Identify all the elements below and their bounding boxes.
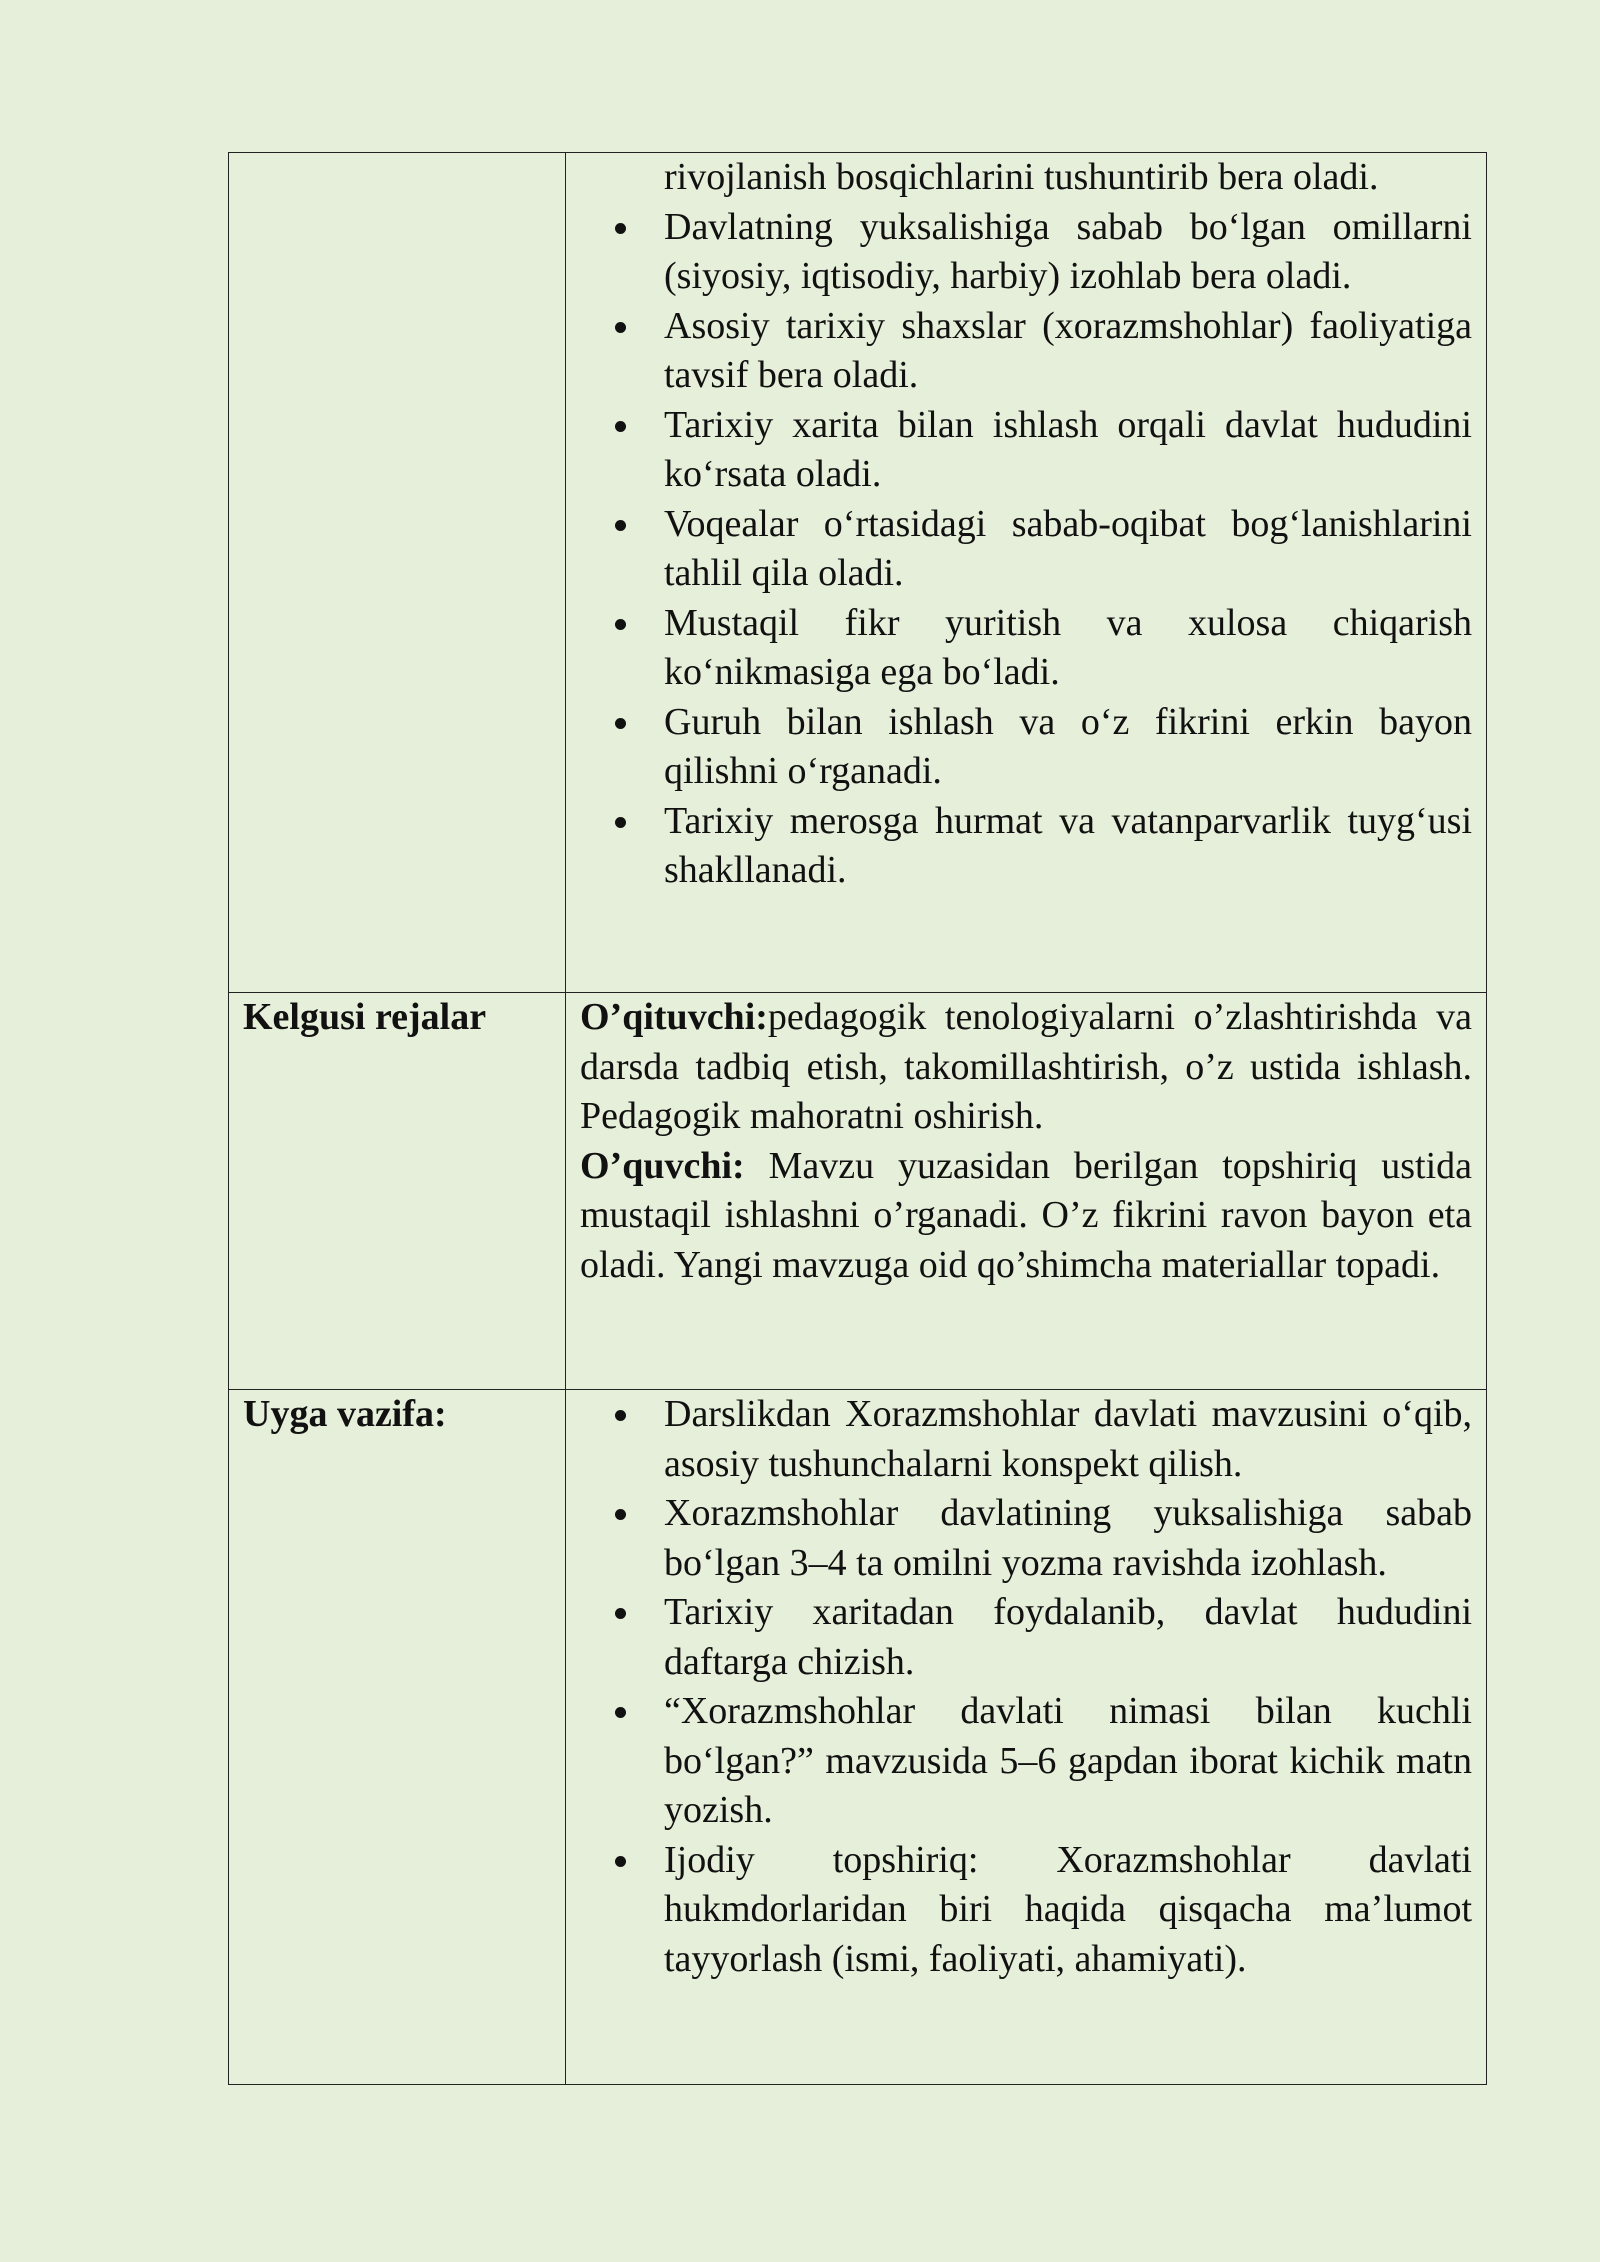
teacher-text: pedagogik tenologiyalarni o’zlashtirishda va darsda tadbiq etish, takomillashtirish, o’z ustida ishlash. Pedagogik mahoratni oshirish. — [580, 996, 1472, 1137]
list-item-text: Xorazmshohlar davlatining yuksalishiga sabab bo‘lgan 3–4 ta omilni yozma ravishda izohlash. — [664, 1492, 1472, 1584]
list-item-text: Tarixiy xarita bilan ishlash orqali davlat hududini ko‘rsata oladi. — [664, 403, 1472, 495]
list-item-text: Voqealar o‘rtasidagi sabab-oqibat bog‘lanishlarini tahlil qila oladi. — [664, 502, 1472, 594]
bullet-icon — [615, 718, 626, 729]
list-item — [664, 1489, 1472, 1588]
outcomes-list — [580, 153, 1472, 896]
bullet-icon — [615, 817, 626, 828]
table-row-homework — [229, 1390, 1487, 2085]
lesson-plan-table — [228, 152, 1487, 2085]
list-item — [664, 797, 1472, 896]
list-item-text: Davlatning yuksalishiga sabab bo‘lgan omillarni (siyosiy, iqtisodiy, harbiy) izohlab bera oladi. — [664, 205, 1472, 297]
list-item — [664, 500, 1472, 599]
list-item-text: Mustaqil fikr yuritish va xulosa chiqarish ko‘nikmasiga ega bo‘ladi. — [664, 601, 1472, 693]
list-item — [664, 302, 1472, 401]
outcomes-label-cell — [229, 153, 566, 993]
list-item — [664, 153, 1472, 203]
bullet-icon — [615, 520, 626, 531]
future-plans-content-cell — [566, 993, 1487, 1390]
list-item — [664, 203, 1472, 302]
homework-list — [580, 1390, 1472, 1984]
future-plans-label: Kelgusi rejalar — [229, 993, 566, 1390]
bullet-icon — [615, 421, 626, 432]
list-item — [664, 1687, 1472, 1836]
table-row-outcomes — [229, 153, 1487, 993]
student-paragraph — [580, 1142, 1472, 1291]
list-item-text: Ijodiy topshiriq: Xorazmshohlar davlati hukmdorlaridan biri haqida qisqacha ma’lumot tayyorlash (ismi, faoliyati, ahamiyati). — [664, 1838, 1472, 1980]
bullet-icon — [615, 1707, 626, 1718]
teacher-paragraph — [580, 993, 1472, 1142]
bullet-icon — [615, 1608, 626, 1619]
homework-content-cell — [566, 1390, 1487, 2085]
table-row-future-plans — [229, 993, 1487, 1390]
outcomes-content-cell — [566, 153, 1487, 993]
list-item — [664, 1836, 1472, 1985]
list-item-text: Asosiy tarixiy shaxslar (xorazmshohlar) faoliyatiga tavsif bera oladi. — [664, 304, 1472, 396]
homework-label: Uyga vazifa: — [229, 1390, 566, 2085]
student-text: Mavzu yuzasidan berilgan topshiriq ustida mustaqil ishlashni o’rganadi. O’z fikrini ravon bayon eta oladi. Yangi mavzuga oid qo’shimcha materiallar topadi. — [580, 1144, 1472, 1286]
list-item-text: Guruh bilan ishlash va o‘z fikrini erkin bayon qilishni o‘rganadi. — [664, 700, 1472, 792]
student-label: O’quvchi: — [580, 1144, 745, 1187]
list-item — [664, 1588, 1472, 1687]
list-item-text: Tarixiy xaritadan foydalanib, davlat hududini daftarga chizish. — [664, 1591, 1472, 1683]
list-item-text: “Xorazmshohlar davlati nimasi bilan kuchli bo‘lgan?” mavzusida 5–6 gapdan iborat kichik matn yozish. — [664, 1690, 1472, 1831]
bullet-icon — [615, 1509, 626, 1520]
list-item — [664, 401, 1472, 500]
teacher-label: O’qituvchi: — [580, 996, 768, 1038]
bullet-icon — [615, 619, 626, 630]
list-item — [664, 1390, 1472, 1489]
list-item-text: Darslikdan Xorazmshohlar davlati mavzusini o‘qib, asosiy tushunchalarni konspekt qilish. — [664, 1393, 1472, 1485]
bullet-icon — [615, 1856, 626, 1867]
bullet-icon — [615, 1410, 626, 1421]
list-item — [664, 599, 1472, 698]
list-item — [664, 698, 1472, 797]
bullet-icon — [615, 322, 626, 333]
bullet-icon — [615, 223, 626, 234]
list-item-text: rivojlanish bosqichlarini tushuntirib bera oladi. — [664, 156, 1379, 198]
list-item-text: Tarixiy merosga hurmat va vatanparvarlik tuyg‘usi shakllanadi. — [664, 799, 1472, 891]
